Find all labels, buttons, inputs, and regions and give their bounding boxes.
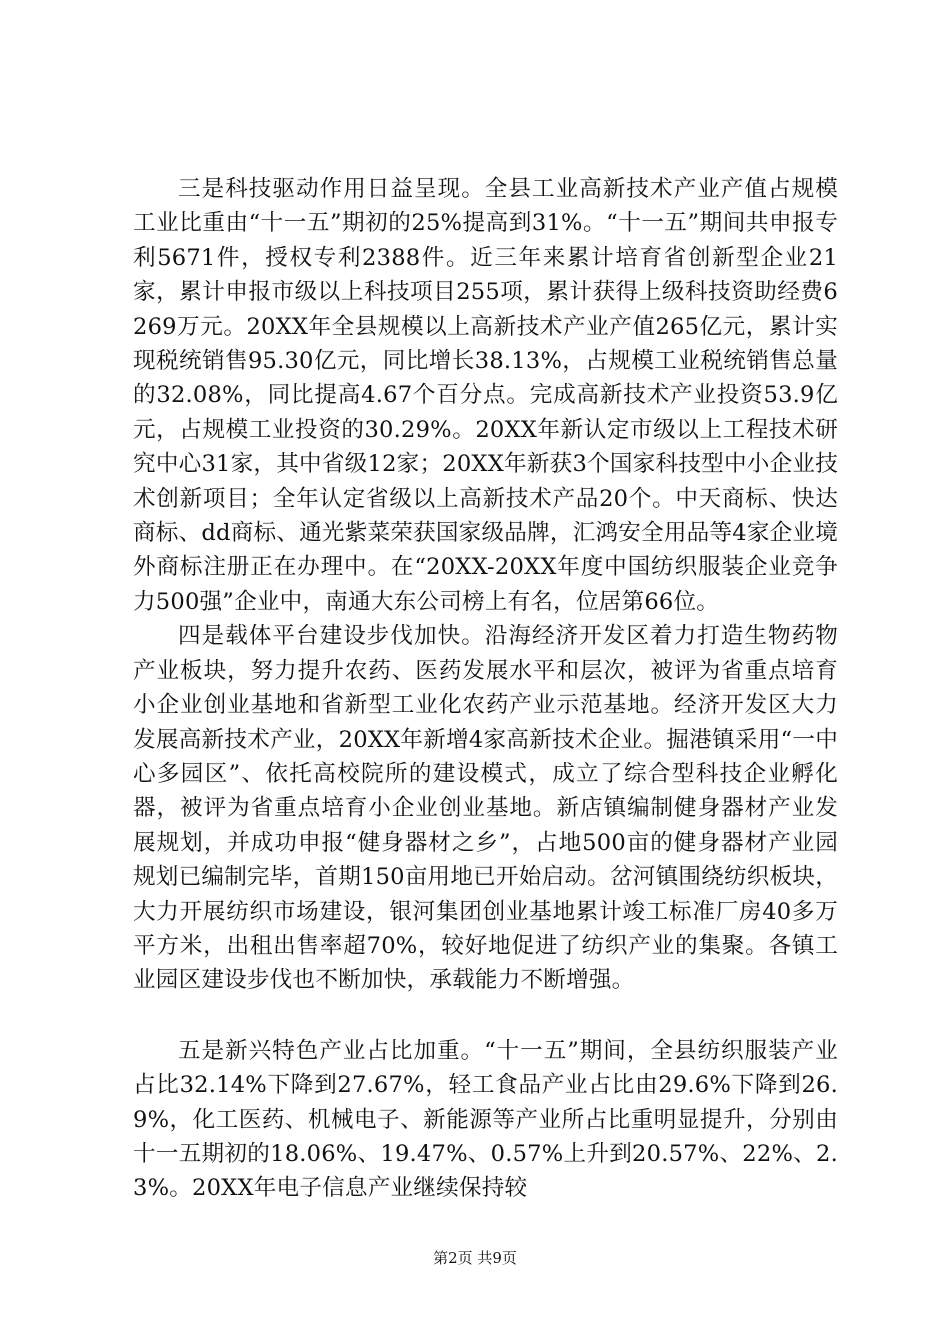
paragraph-tech-driven: 三是科技驱动作用日益呈现。全县工业高新技术产业产值占规模工业比重由“十一五”期初的25%提高到31%。“十一五”期间共申报专利5671件，授权专利2388件。近三年来累计培育省创新型企业21家，累计申报市级以上科技项目255项，累计获得上级科技资助经费6269万元。20XX年全县规模以上高新技术产业产值265亿元，累计实现税统销售95.30亿元，同比增长38.13%，占规模工业税统销售总量的32.08%，同比提高4.67个百分点。完成高新技术产业投资53.9亿元，占规模工业投资的30.29%。20XX年新认定市级以上工程技术研究中心31家，其中省级12家；20XX年新获3个国家科技型中小企业技术创新项目；全年认定省级以上高新技术产品20个。中天商标、快达商标、dd商标、通光紫菜荣获国家级品牌，汇鸿安全用品等4家企业境外商标注册正在办理中。在“20XX-20XX年度中国纺织服装企业竞争力500强”企业中，南通大东公司榜上有名，位居第66位。 xyxy=(133,176,838,615)
document-body xyxy=(133,172,838,1206)
paragraph-emerging-industries: 五是新兴特色产业占比加重。“十一五”期间，全县纺织服装产业占比32.14%下降到27.67%，轻工食品产业占比由29.6%下降到26.9%，化工医药、机械电子、新能源等产业所占比重明显提升，分别由十一五期初的18.06%、19.47%、0.57%上升到20.57%、22%、2.3%。20XX年电子信息产业继续保持较 xyxy=(133,1037,838,1202)
page-footer: 第2页 共9页 xyxy=(433,1249,517,1267)
paragraph-platform-construction: 四是载体平台建设步伐加快。沿海经济开发区着力打造生物药物产业板块，努力提升农药、医药发展水平和层次，被评为省重点培育小企业创业基地和省新型工业化农药产业示范基地。经济开发区大力发展高新技术产业，20XX年新增4家高新技术企业。掘港镇采用“一中心多园区”、依托高校院所的建设模式，成立了综合型科技企业孵化器，被评为省重点培育小企业创业基地。新店镇编制健身器材产业发展规划，并成功申报“健身器材之乡”，占地500亩的健身器材产业园规划已编制完毕，首期150亩用地已开始启动。岔河镇围绕纺织板块，大力开展纺织市场建设，银河集团创业基地累计竣工标准厂房40多万平方米，出租出售率超70%，较好地促进了纺织产业的集聚。各镇工业园区建设步伐也不断加快，承载能力不断增强。 xyxy=(133,623,838,994)
